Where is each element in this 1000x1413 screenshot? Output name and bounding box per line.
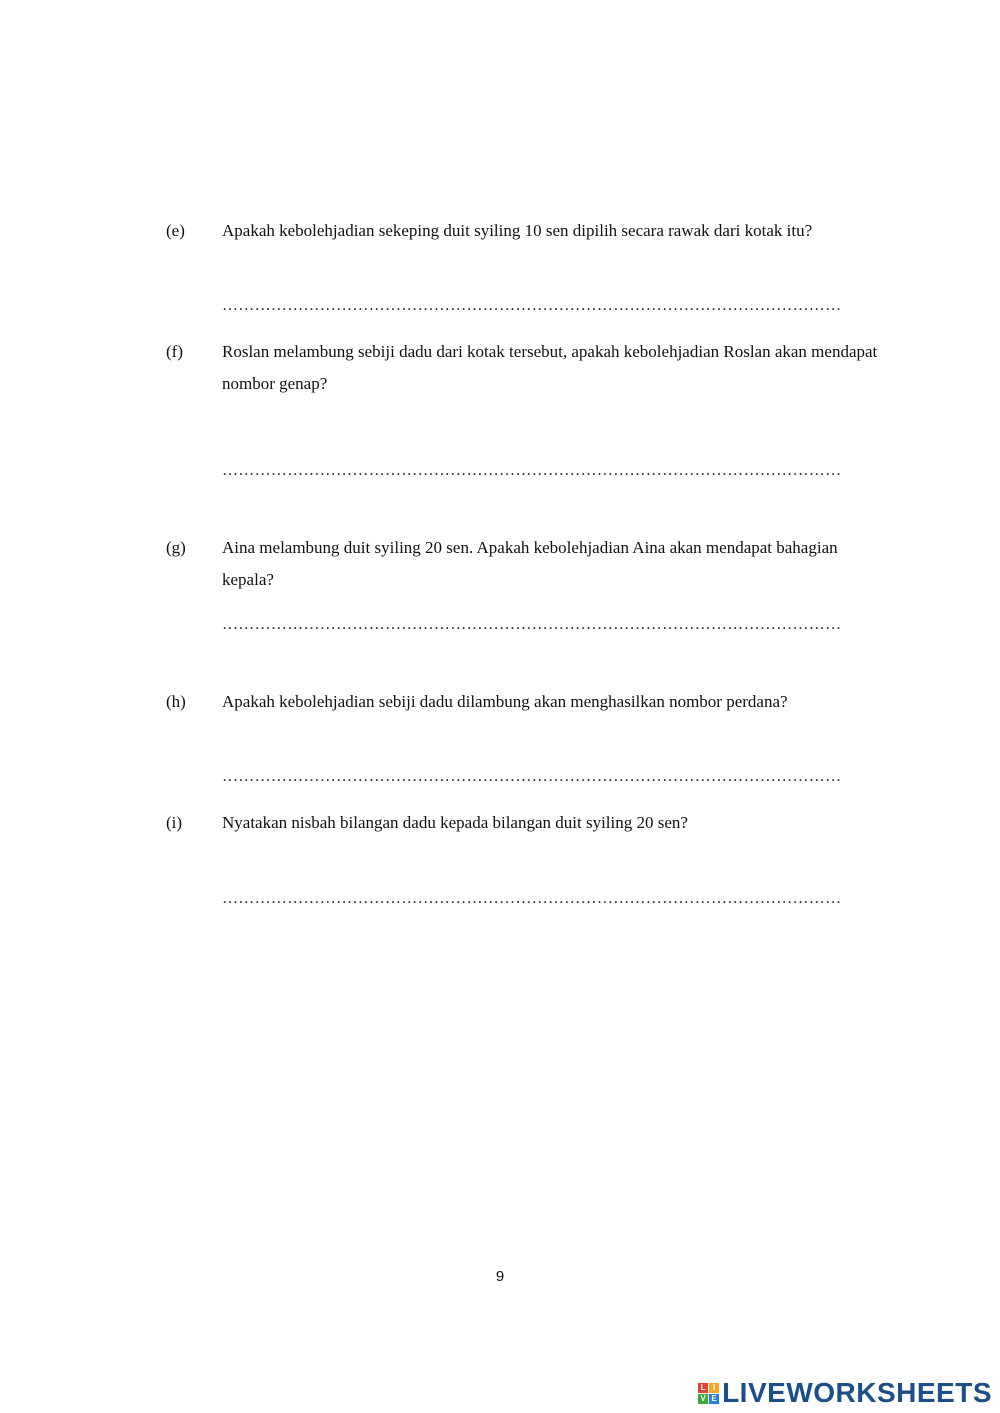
question-label: (f) <box>166 342 183 361</box>
logo-letter: E <box>709 1394 719 1404</box>
question-label: (h) <box>166 692 186 711</box>
question-label: (i) <box>166 813 183 832</box>
logo-letter: V <box>698 1394 708 1404</box>
question-text: Apakah kebolehjadian sebiji dadu dilambung akan menghasilkan nombor perdana? <box>222 692 788 711</box>
question-label: (e) <box>166 221 185 240</box>
logo-letter: I <box>709 1383 719 1393</box>
question-text: Roslan melambung sebiji dadu dari kotak tersebut, apakah kebolehjadian Roslan akan mendapat nombor genap? <box>222 342 878 393</box>
question-text: Nyatakan nisbah bilangan dadu kepada bilangan duit syiling 20 sen? <box>222 813 688 832</box>
answer-line[interactable]: …………………………………………………………………………………………………… <box>222 890 842 907</box>
brand-text: LIVEWORKSHEETS <box>722 1377 992 1408</box>
answer-line[interactable]: …………………………………………………………………………………………………… <box>222 297 842 314</box>
logo-letter: L <box>698 1383 708 1393</box>
liveworksheets-logo <box>698 1376 992 1410</box>
answer-line[interactable]: …………………………………………………………………………………………………… <box>222 768 842 785</box>
answer-line[interactable]: …………………………………………………………………………………………………… <box>222 462 842 479</box>
question-text: Apakah kebolehjadian sekeping duit syiling 10 sen dipilih secara rawak dari kotak itu? <box>222 221 813 240</box>
question-text: Aina melambung duit syiling 20 sen. Apakah kebolehjadian Aina akan mendapat bahagian kepala? <box>222 538 838 589</box>
answer-line[interactable]: …………………………………………………………………………………………………… <box>222 616 842 633</box>
liveworksheets-logo-icon <box>698 1383 719 1404</box>
question-label: (g) <box>166 538 186 557</box>
page-number: 9 <box>495 1268 505 1285</box>
